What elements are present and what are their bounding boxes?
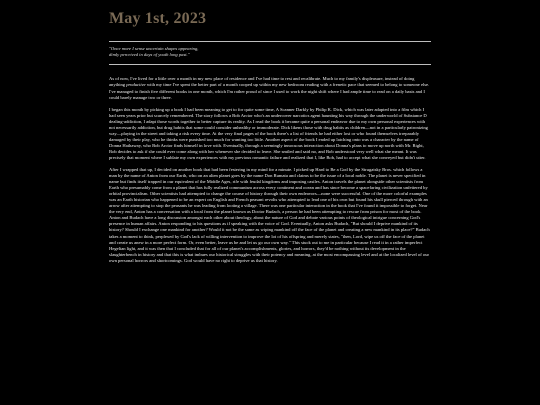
post-title: May 1st, 2023 bbox=[109, 10, 207, 27]
paragraph-text: I began this month by picking up a book I had been meaning to get to for quite some time, A Scanner Darkly by Philip K. Dick, which was later adapted into a film which I had seen years prior but scarcely remembered. The story follows a Bob Arctor who's an undercover narcotics agent haunting his way through the underworld of Substance D dealing-addiction, I adapt those words together to better capture its reality. As I read the book it became quite a personal endeavor due to my own personal experiences with not necessarily addiction, but drug habits that some could consider unhealthy or immoderate. Dick likens those with drug habits as children—not in a particularly patronizing way—playing in the street and taking a risk every time. At the very final pages of the book there's a list of friends he had either lost or who found themselves irreparably damaged by their play, who he thinks were punished too much for wanting too little. Another aspect of the book I ended up latching onto was a character by the name of Donna Hathaway, who Bob Arctor finds himself in love with. Eventually, through a seemingly innocuous interaction about Donna's plans to move up north with Mr. Right, Bob decides to ask if she could ever come along with her whenever she decided to leave. She smiled and said no, and Bob understood very well what she meant. It was precisely that moment where I sublate my own experiences with my previous romantic failure and realized that I, like Bob, had to accept what she conveyed but didn't utter. bbox=[109, 106, 428, 160]
body-paragraph bbox=[109, 167, 431, 264]
post-body bbox=[109, 76, 431, 263]
epigraph-line: "Once more I sense uncertain shapes appearing, bbox=[109, 46, 199, 51]
epigraph-divider bbox=[109, 64, 431, 65]
body-paragraph bbox=[109, 107, 431, 161]
paragraph-text: As of now, I've lived for a little over a month in my new place of residence and I've had time to rest and recalibrate. Much to my family's displeasure, instead of doing anything bbox=[109, 76, 415, 88]
title-divider bbox=[109, 41, 431, 42]
emphasis-text: productive bbox=[126, 82, 146, 88]
paragraph-text: with my time I've spent the better part of a month cooped up within my new bedroom reading with a frenetic pace that seemed to belong to someone else. I've managed to finish five different books in one month, which I'm rather proud of since I used to work the night shift where I had ample time to read on a daily basis and I could barely manage two or three. bbox=[109, 82, 430, 100]
paragraph-text: After I wrapped that up, I decided on another book that had been festering in my mind for a minute. I picked up Hard to Be a God by the Strugatsky Bros. which follows a man by the name of Anton from our Earth, who on an alien planet goes by the name Don Rumata and claims to be the issue of a local noble. The planet is never specified in name but finds itself trapped in our equivalent of the Middle Ages, rife with feudal kingdoms and imposing castles. Anton travels the planet alongside other scientists from Earth who presumably come from a planet that has fully realized communism across every continent and ocean and has since become a spacefaring civilization unfettered by orbital provincialism. Other scientists had attempted to change the course of history through their own endeavors—none were successful. One of the more colorful examples was an Earth historian who happened to be an expert on English and French peasant revolts who attempted to lead one of his own but found his skull pierced through with an arrow after attempting to stop the peasants he was leading from looting a village. There was one particular interaction in the book that I've found it impossible to forget. Near the very end, Anton has a conversation with a local from the planet known as Doctor Budach, a person he had been attempting to rescue from prison for most of the book. Anton and Budach have a long discussion amongst each other about theology, about the nature of God and debate various points of theological intrigue concerning God's presence in human affairs. Anton responding to his questions as if speaking with the voice of God. Eventually, Anton asks Budach, "But should I deprive mankind of its history? Should I exchange one mankind for another? Would it not be the same as wiping mankind off the face of the planet and creating a new mankind in its place?" Budach takes a moment to think, perplexed by God's lack of willing intervention to improve the lot of his offspring and merely states, "then, Lord, wipe us off the face of the planet and create us anew in a more perfect form. Or, even better, leave us be and let us go our own way." This stuck out to me in particular because I read it in a rather imperfect Hegelian light, and it was then that I concluded that for all of our planet's accomplishments, glories, and horrors, they'd be nothing without its development in the slaughterbench in history and that this is what imbues our historical struggles with their potency and meaning, at the most encompassing level and at the localized level of our own personal horrors and shortcomings. God would have no right to deprive us that history. bbox=[109, 167, 430, 263]
body-paragraph bbox=[109, 76, 431, 100]
epigraph-quote bbox=[109, 46, 431, 58]
epigraph-line: dimly perceived in days of youth long past." bbox=[109, 52, 190, 58]
